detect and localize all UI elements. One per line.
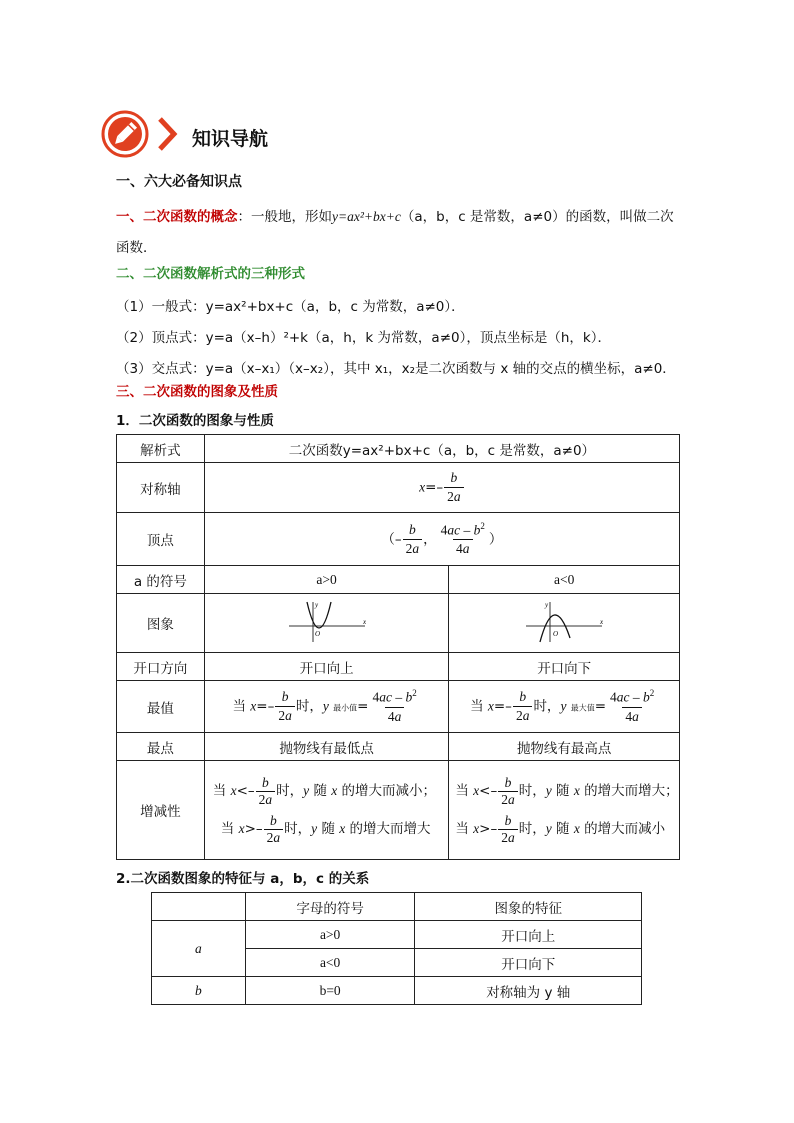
table-row	[117, 681, 680, 733]
row-label: 最值	[117, 681, 205, 733]
row-label: 增减性	[117, 761, 205, 860]
a-positive-feature: 开口向上	[415, 921, 642, 949]
a-positive: a>0	[245, 921, 415, 949]
table-row	[117, 653, 680, 681]
svg-text:O: O	[314, 630, 320, 638]
form-general: （1）一般式：y=ax²+bx+c（a，b，c 为常数，a≠0）．	[116, 299, 465, 315]
row-label: 解析式	[117, 435, 205, 463]
coefficient-table	[151, 892, 642, 1005]
expr-cell: 二次函数y=ax²+bx+c（a，b，c 是常数，a≠0）	[204, 435, 679, 463]
lowest-point: 抛物线有最低点	[204, 733, 449, 761]
svg-text:x: x	[362, 618, 366, 626]
forms-heading: 二、二次函数解析式的三种形式	[116, 266, 305, 282]
svg-text:x: x	[600, 618, 604, 626]
open-down: 开口向下	[449, 653, 680, 681]
mono-up-cell: 当 x<– $\frac{b}{2a}$ 时，y 随 x 的增大而减小； 当 x>– $\frac{b}{2a}$ 时，y 随 x 的增大而增大	[204, 761, 449, 860]
min-cell: 当 x=– $\frac{b}{2a}$ 时，y 最小值= $\frac{4ac - b^2}{4a}$	[204, 681, 449, 733]
highest-point: 抛物线有最高点	[449, 733, 680, 761]
table-row	[117, 463, 680, 513]
page-title: 知识导航	[192, 128, 269, 150]
axis-cell: x=– $\frac{b}{2a}$	[204, 463, 679, 513]
table-row	[117, 594, 680, 653]
table-row	[152, 977, 642, 1005]
row-label: 开口方向	[117, 653, 205, 681]
table-row	[117, 733, 680, 761]
sub-heading-2: 2.二次函数图象的特征与 a，b，c 的关系	[116, 871, 370, 887]
svg-text:O: O	[553, 630, 559, 638]
form-vertex: （2）顶点式：y=a（x–h）²+k（a，h，k 为常数，a≠0），顶点坐标是（h，k）．	[116, 330, 611, 346]
pencil-icon	[101, 110, 149, 158]
row-label: 最点	[117, 733, 205, 761]
graph-section-heading: 三、二次函数的图象及性质	[116, 384, 278, 400]
mono-down-cell: 当 x<– $\frac{b}{2a}$ 时，y 随 x 的增大而增大； 当 x>– $\frac{b}{2a}$ 时，y 随 x 的增大而减小	[449, 761, 680, 860]
header-sign: 字母的符号	[245, 893, 415, 921]
table-row	[117, 761, 680, 860]
a-negative: a<0	[245, 949, 415, 977]
empty-header	[152, 893, 246, 921]
properties-table	[116, 434, 680, 860]
parabola-down-graph	[522, 598, 606, 644]
a-negative: a<0	[449, 566, 680, 594]
letter-a: a	[152, 921, 246, 977]
a-negative-feature: 开口向下	[415, 949, 642, 977]
graph-down	[449, 594, 680, 653]
svg-text:y: y	[545, 601, 549, 609]
section-heading: 一、六大必备知识点	[116, 174, 242, 190]
form-intercept: （3）交点式：y=a（x–x₁）（x–x₂），其中 x₁，x₂是二次函数与 x 轴的交点的横坐标，a≠0．	[116, 361, 676, 377]
concept-paragraph-end: 函数．	[116, 240, 157, 256]
table-row	[117, 566, 680, 594]
table-row	[152, 921, 642, 949]
concept-label: 一、二次函数的概念	[116, 209, 238, 225]
open-up: 开口向上	[204, 653, 449, 681]
header-feature: 图象的特征	[415, 893, 642, 921]
row-label: 顶点	[117, 513, 205, 566]
vertex-cell: （– $\frac{b}{2a}$ ， $\frac{4ac - b^2}{4a}$ ）	[204, 513, 679, 566]
table-row	[117, 513, 680, 566]
graph-up	[204, 594, 449, 653]
svg-text:y: y	[314, 601, 318, 609]
concept-paragraph: 一、二次函数的概念：一般地，形如y=ax²+bx+c（a，b，c 是常数，a≠0）的函数，叫做二次	[116, 209, 674, 225]
b-zero: b=0	[245, 977, 415, 1005]
table-row	[117, 435, 680, 463]
letter-b: b	[152, 977, 246, 1005]
a-positive: a>0	[204, 566, 449, 594]
parabola-up-graph	[285, 598, 369, 644]
sub-heading-1: 1．二次函数的图象与性质	[116, 413, 274, 429]
row-label: a 的符号	[117, 566, 205, 594]
b-zero-feature: 对称轴为 y 轴	[415, 977, 642, 1005]
max-cell: 当 x=– $\frac{b}{2a}$ 时，y 最大值= $\frac{4ac - b^2}{4a}$	[449, 681, 680, 733]
row-label: 对称轴	[117, 463, 205, 513]
table-row	[152, 893, 642, 921]
chevron-right-icon	[156, 116, 178, 152]
row-label: 图象	[117, 594, 205, 653]
